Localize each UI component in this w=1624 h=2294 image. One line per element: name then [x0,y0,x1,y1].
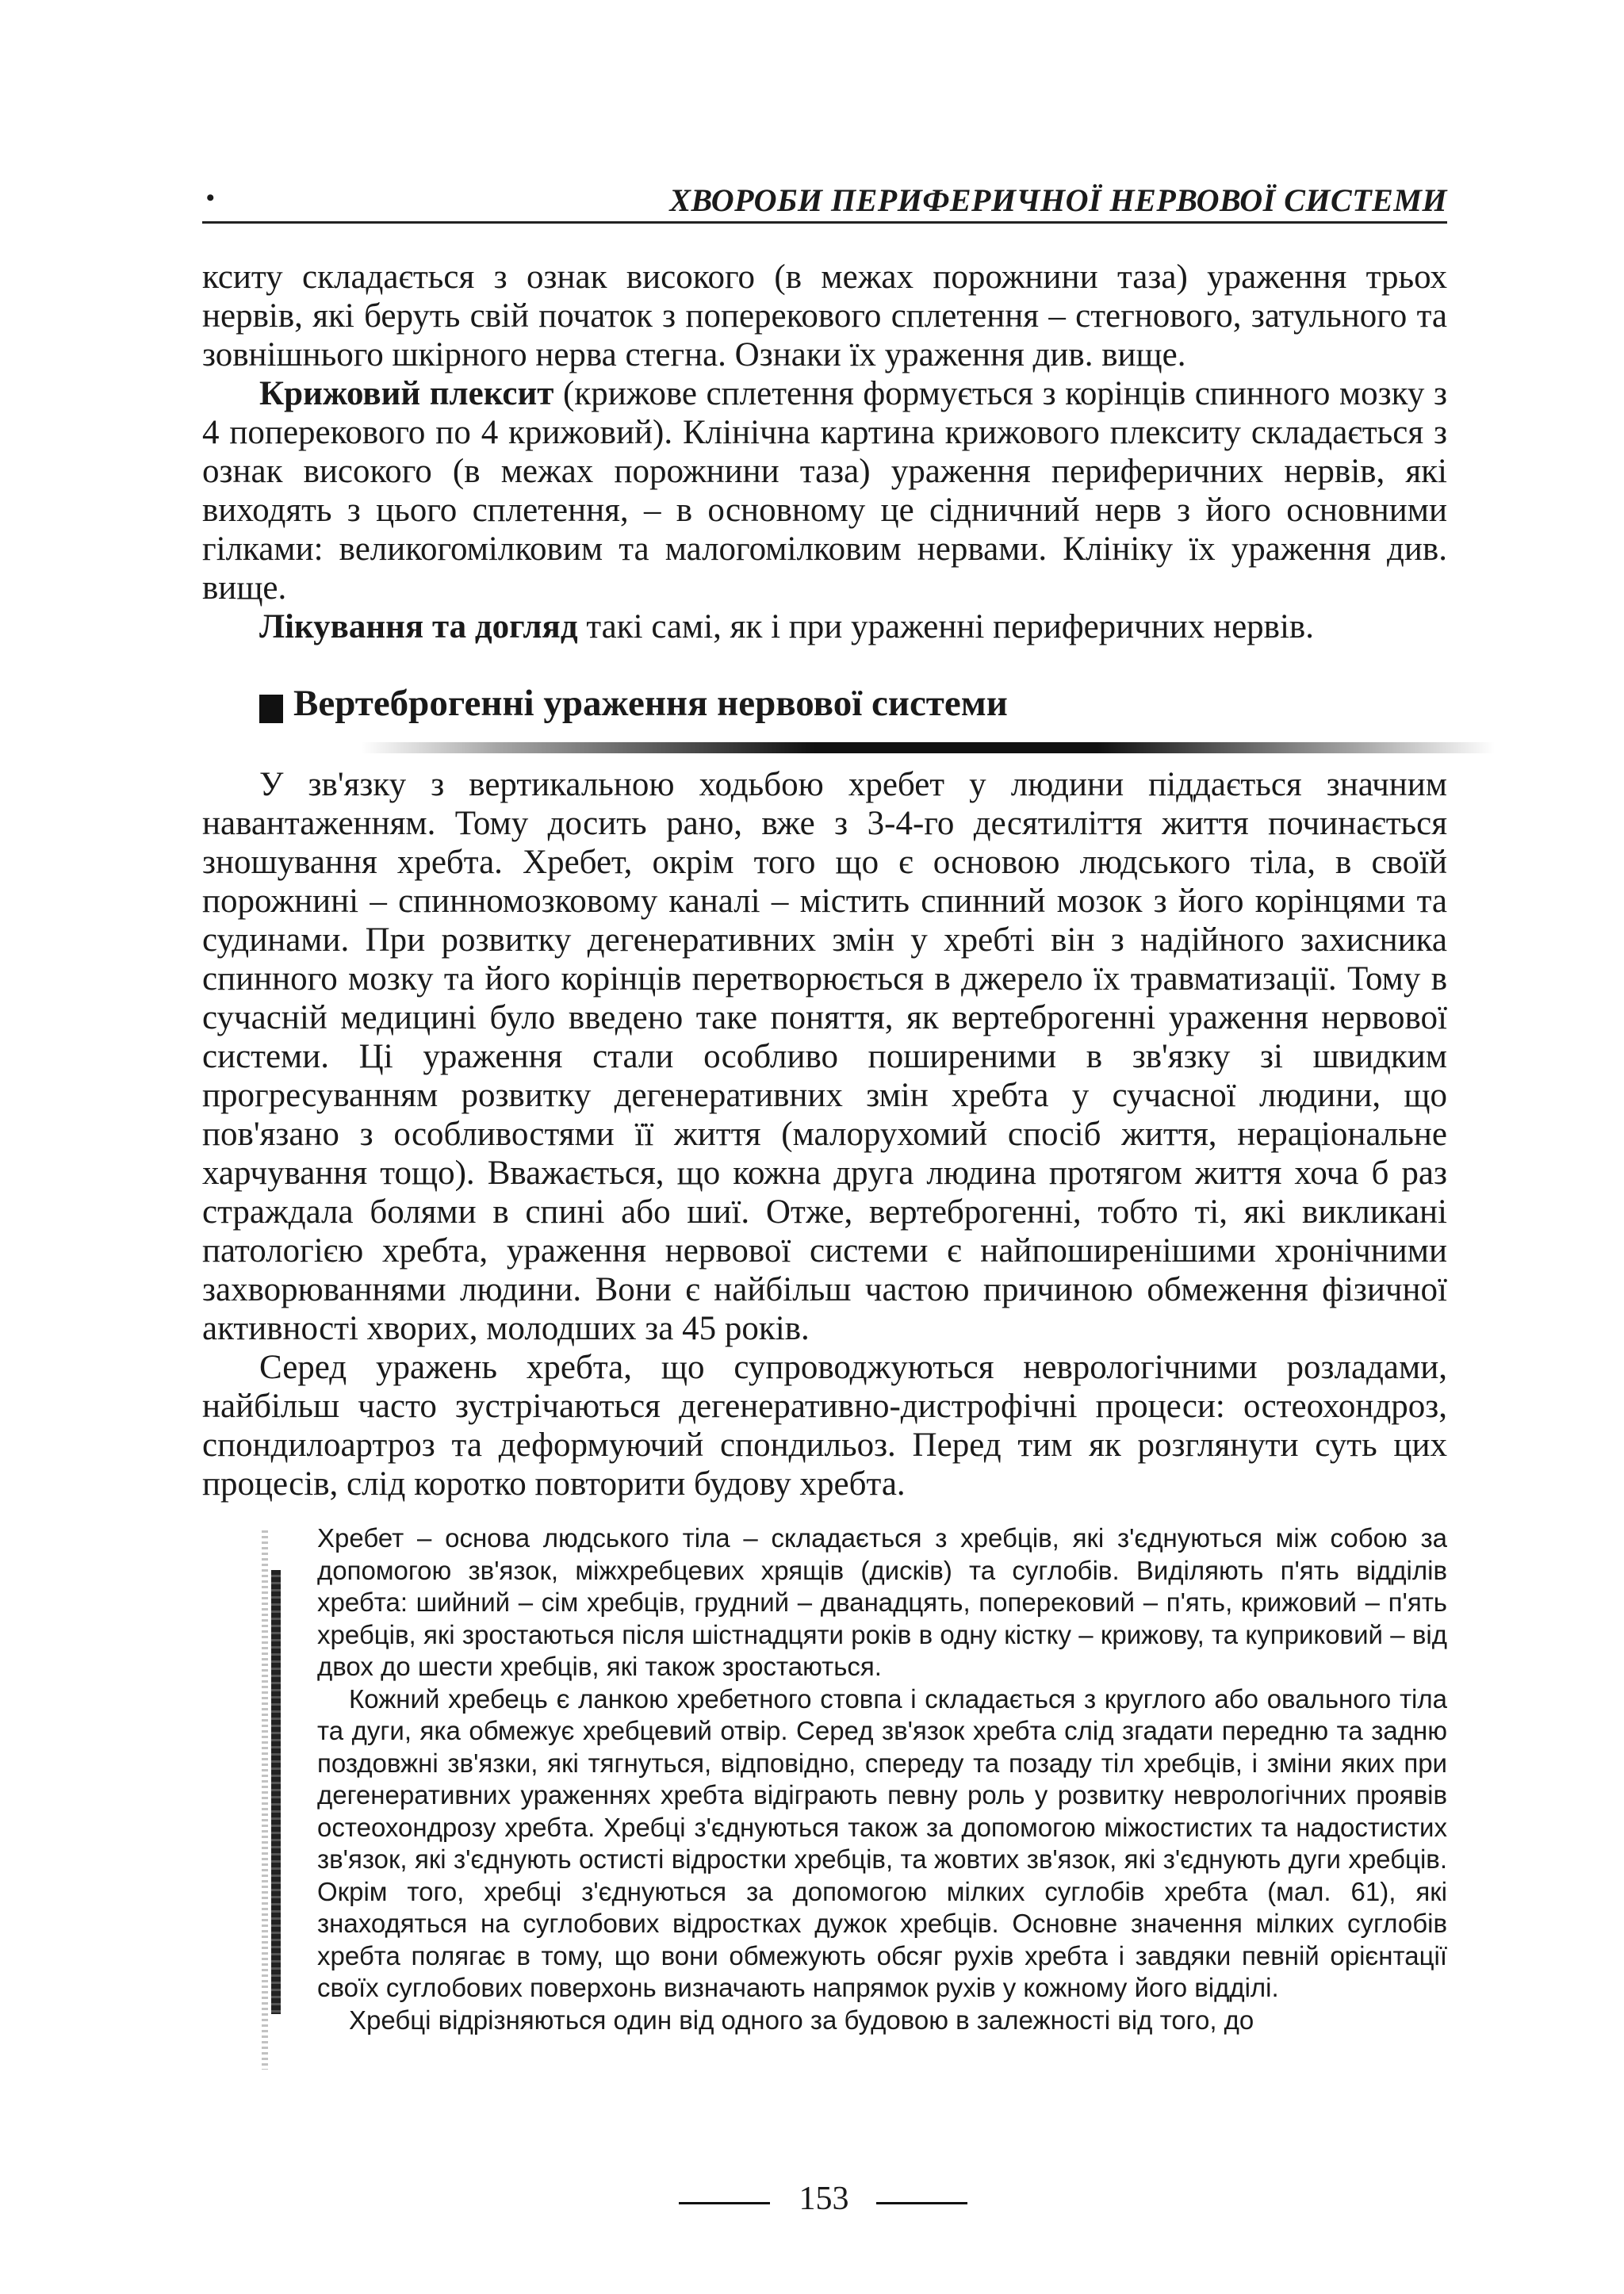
footer-rule-right [876,2202,967,2204]
section-header [202,672,1447,768]
section-heading: Вертеброгенні ураження нервової системи [293,683,1008,724]
inset-paragraph-2: Кожний хребець є ланкою хребетного стовпа і складається з круглого або овального тіла та дуги, яка обмежує хребцевий отвір. Серед зв'язок хребта слід згадати передню та задню поздовжні зв'язки, які тягнуться, відповідно, спереду та позаду тіл хребців, і зміни яких при дегенеративних ураженнях хребта відіграють певну роль у розвитку неврологічних проявів остеохондрозу хребта. Хребці з'єднуються також за допомогою міжостистих та надостистих зв'язок, які з'єднують остисті відростки хребців, та жовтих зв'язок, які з'єднують дуги хребців. Окрім того, хребці з'єднуються за допомогою мілких суглобів хребта (мал. 61), які знаходяться на суглобових відростках дужок хребців. Основне значення мілких суглобів хребта полягає в тому, що вони обмежують обсяг рухів хребта і завдяки певній орієнтації своїх суглобових поверхонь визначають напрямок рухів у кожному його відділі. [317,1683,1447,2002]
inset-side-bar [271,1570,281,2014]
intro-paragraph-2-text: (крижове сплетення формується з корінців спинного мозку з 4 поперекового по 4 крижовий). Клінічна картина крижового плекситу складається з ознак високого (в межах порожнини таза) ураження периферичних нервів, які виходять з цього сплетення, – в основному це сідничний нерв з його основними гілками: великогомілковим та малогомілковим нервами. Клініку їх ураження див. вище. [202,375,1447,607]
footer-rule-left [679,2202,770,2204]
intro-text [202,258,1447,646]
running-head-bullet: • [206,185,215,211]
page-number: 153 [799,2181,849,2217]
inset-bar-shadow [262,1530,268,2070]
section-square-icon [259,695,283,723]
running-head-title: ХВОРОБИ ПЕРИФЕРИЧНОЇ НЕРВОВОЇ СИСТЕМИ [669,182,1447,218]
inset-paragraph-1: Хребет – основа людського тіла – складається з хребців, які з'єднуються між собою за допомогою зв'язок, міжхребцевих хрящів (дисків) та суглобів. Виділяють п'ять відділів хребта: шийний – сім хребців, грудний – дванадцять, поперековий – п'ять, крижовий – п'ять хребців, які зростаються після шістнадцяти років в одну кістку – крижову, та куприковий – від двох до шести хребців, які також зростаються. [317,1523,1447,1681]
intro-paragraph-1: кситу складається з ознак високого (в межах порожнини таза) ураження трьох нервів, які беруть свій початок з поперекового сплетення – стегнового, затульного та зовнішнього шкірного нерва стегна. Ознаки їх ураження див. вище. [202,259,1447,373]
intro-paragraph-3 [202,607,1447,646]
term-sacral-plexitis: Крижовий плексит [259,375,554,412]
main-text [202,765,1447,1503]
intro-paragraph-2 [202,374,1447,607]
term-treatment-care: Лікування та догляд [259,608,578,645]
main-paragraph-1: У зв'язку з вертикальною ходьбою хребет у людини піддається значним навантаженням. Тому досить рано, вже з 3-4-го десятиліття життя починається зношування хребта. Хребет, окрім того що є основою людського тіла, в своїй порожнині – спинномозковому каналі – містить спинний мозок з його корінцями та судинами. При розвитку дегенеративних змін у хребті він з надійного захисника спинного мозку та його корінців перетворюється в джерело їх травматизації. Тому в сучасній медицині було введено таке поняття, як вертеброгенні ураження нервової системи. Ці ураження стали особливо поширеними в зв'язку зі швидким прогресуванням розвитку дегенеративних змін хребта у сучасної людини, що пов'язано з особливостями її життя (малорухомий спосіб життя, нераціональне харчування тощо). Вважається, що кожна друга людина протягом життя хоча б раз страждала болями в спині або шиї. Отже, вертеброгенні, тобто ті, які викликані патологією хребта, ураження нервової системи є найпоширенішими хронічними захворюваннями людини. Вони є найбільш частою причиною обмеження фізичної активності хворих, молодших за 45 років. [202,766,1447,1347]
section-rule [361,742,1495,753]
intro-paragraph-3-text: такі самі, як і при ураженні периферичних нервів. [577,608,1314,645]
page-footer [0,2177,1624,2224]
inset-paragraph-3: Хребці відрізняються один від одного за будовою в залежності від того, до [349,2005,1254,2035]
running-head [202,178,1447,224]
inset-text [317,1522,1447,2036]
main-paragraph-2: Серед уражень хребта, що супроводжуються неврологічними розладами, найбільш часто зустрічаються дегенеративно-дистрофічні процеси: остеохондроз, спондилоартроз та деформуючий спондильоз. Перед тим як розглянути суть цих процесів, слід коротко повторити будову хребта. [202,1349,1447,1503]
